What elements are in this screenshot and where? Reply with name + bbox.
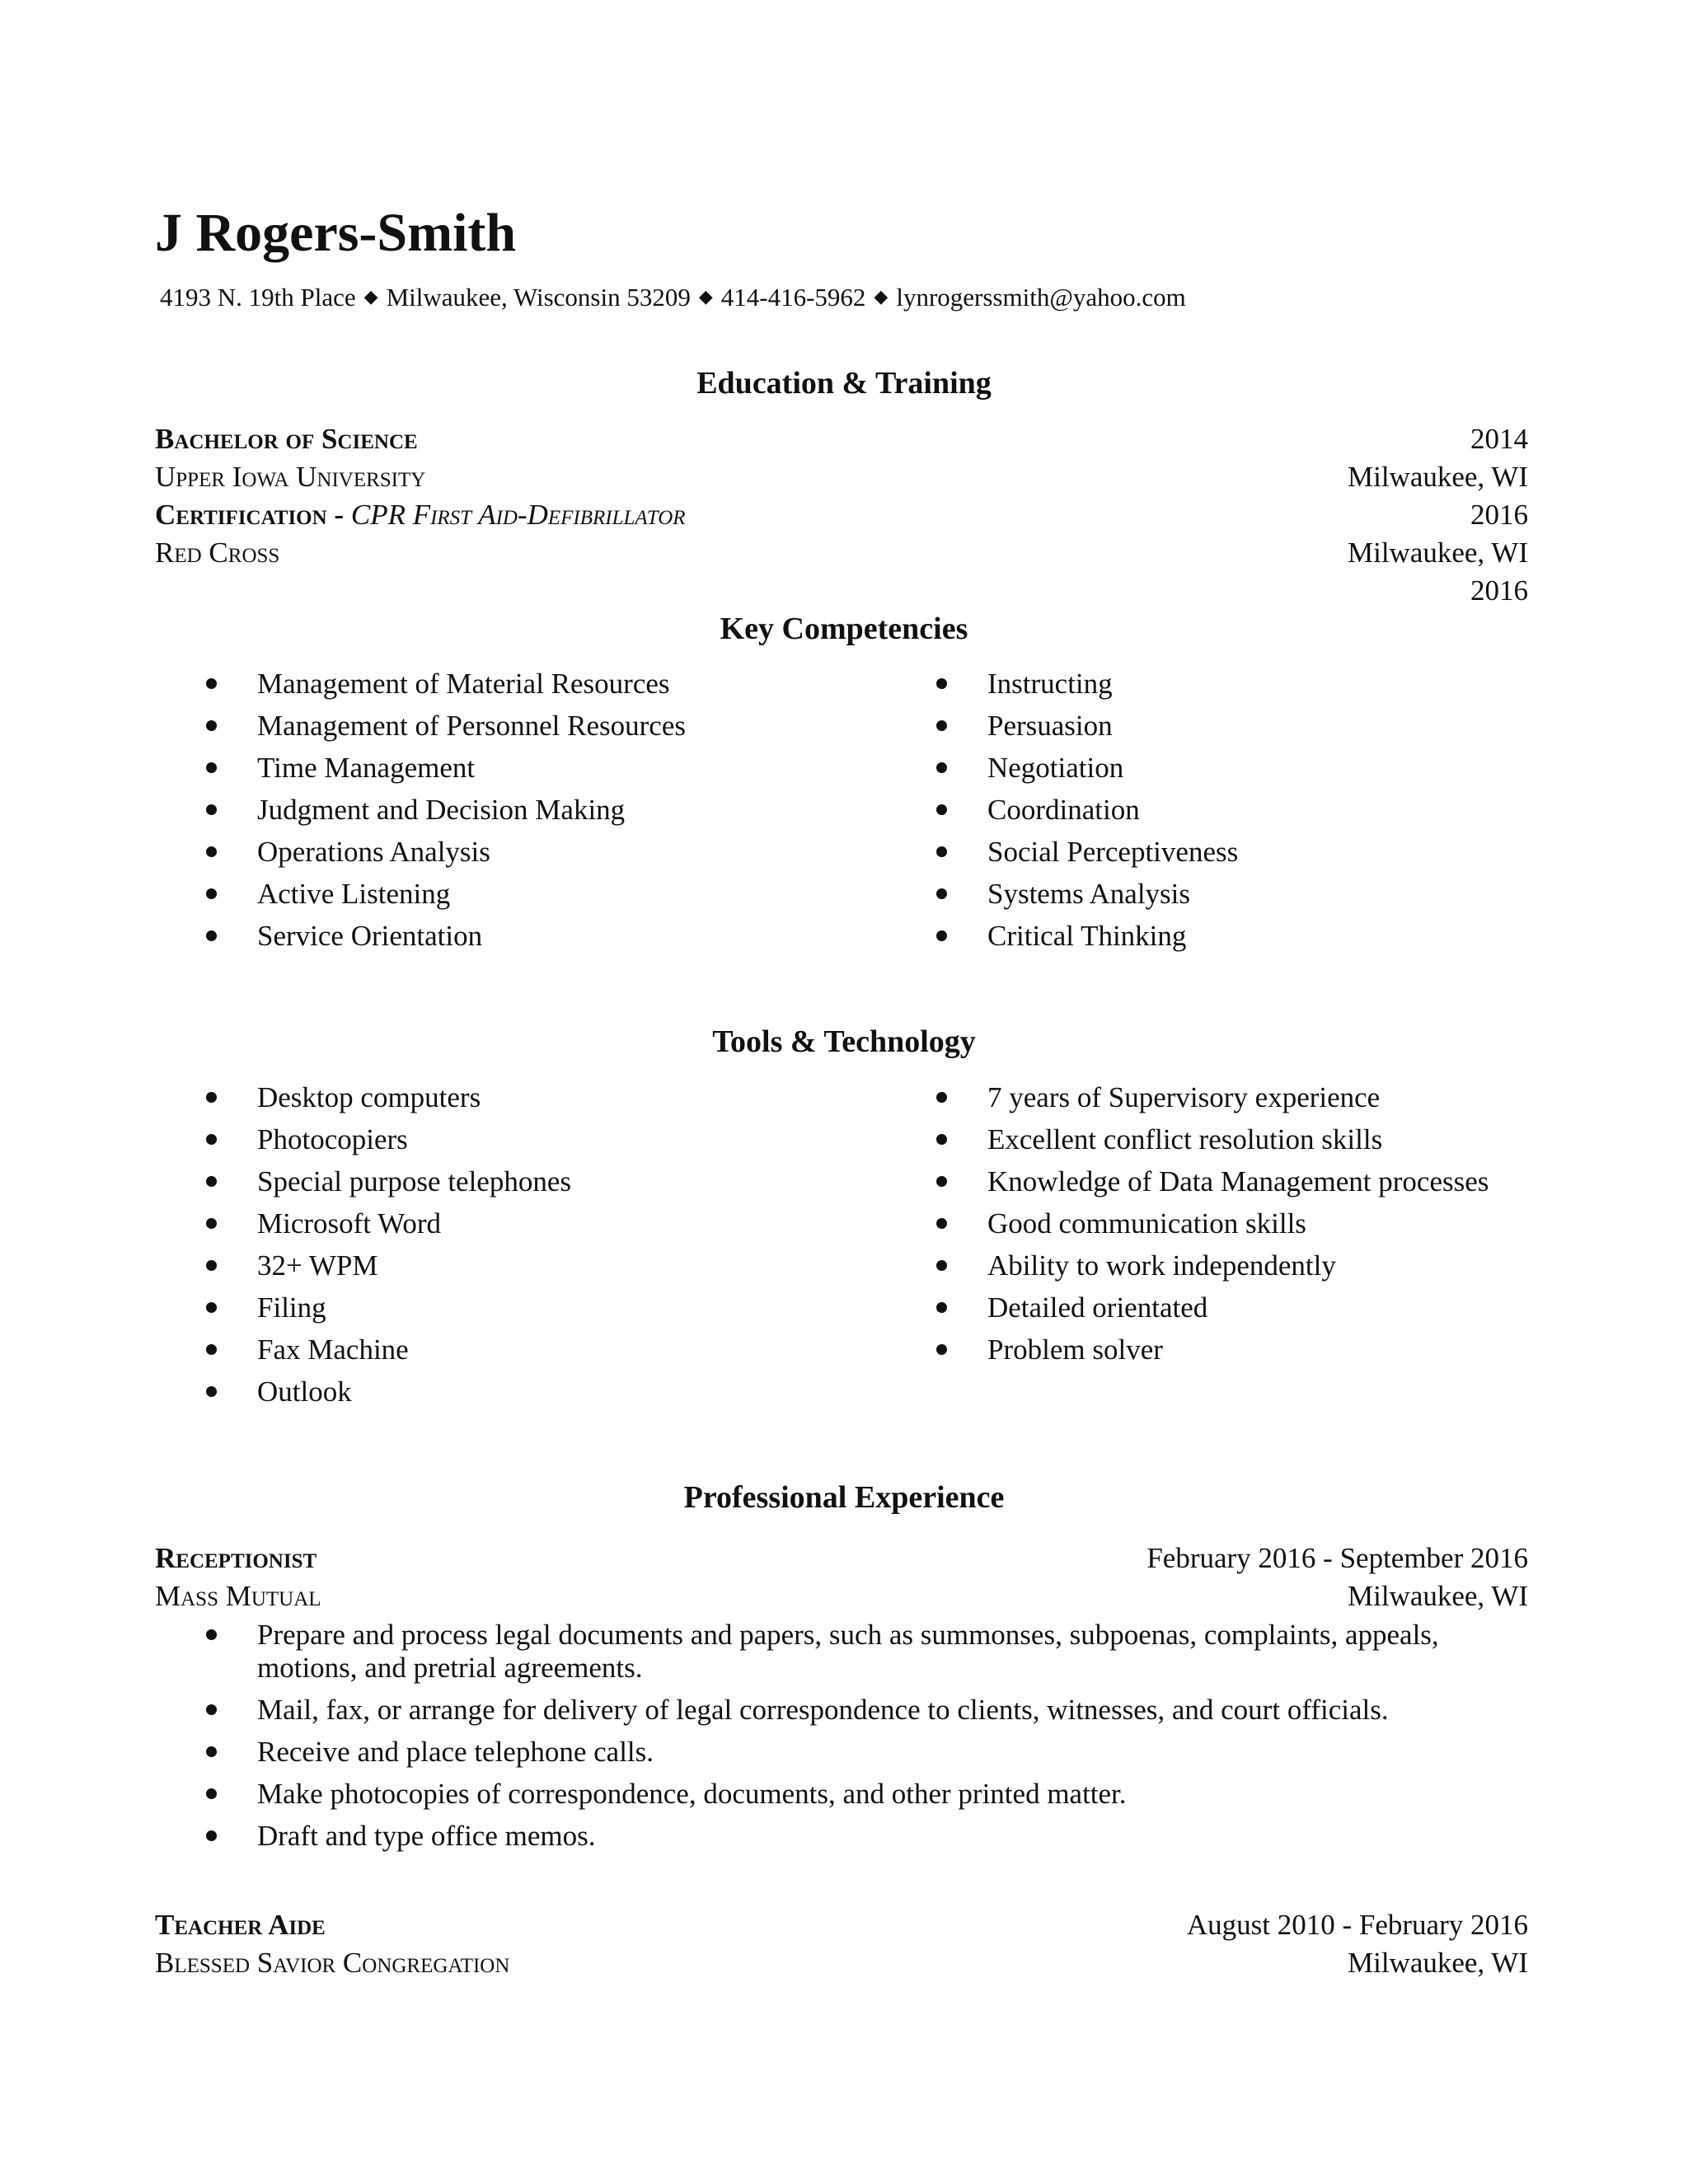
bullet-icon <box>206 1386 217 1397</box>
list-item: Coordination <box>885 794 1528 836</box>
bullet-icon <box>206 888 217 899</box>
extra-year: 2016 <box>1470 574 1528 607</box>
job-dates: February 2016 - September 2016 <box>1146 1542 1528 1574</box>
certification-year: 2016 <box>1470 499 1528 531</box>
list-item: Make photocopies of correspondence, documents, and other printed matter. <box>155 1778 1528 1811</box>
list-item: Photocopiers <box>155 1123 814 1165</box>
list-item: 7 years of Supervisory experience <box>885 1081 1528 1123</box>
list-item: Operations Analysis <box>155 836 814 878</box>
competencies-title: Key Competencies <box>720 612 968 646</box>
bullet-icon <box>206 1302 217 1313</box>
list-item: Fax Machine <box>155 1333 814 1376</box>
separator-diamond-icon: ◆ <box>698 286 713 307</box>
job-employer-row <box>155 1582 1528 1610</box>
bullet-icon <box>206 1830 217 1841</box>
bullet-icon <box>206 1176 217 1187</box>
education-title: Education & Training <box>696 366 992 401</box>
list-item: Service Orientation <box>155 920 814 962</box>
bullet-icon <box>206 846 217 857</box>
list-item: Negotiation <box>885 752 1528 794</box>
bullet-icon <box>936 1134 947 1145</box>
job-employer: Mass Mutual <box>155 1580 321 1612</box>
bullet-icon <box>936 930 947 941</box>
list-item: Prepare and process legal documents and papers, such as summonses, subpoenas, complaints, appeals, motions, and pretrial agreements. <box>155 1619 1528 1685</box>
list-item: Draft and type office memos. <box>155 1820 1528 1853</box>
competencies-left-list <box>155 668 814 962</box>
bullet-icon <box>206 1134 217 1145</box>
city: Milwaukee, Wisconsin 53209 <box>386 283 691 312</box>
bullet-icon <box>206 762 217 773</box>
school-row <box>155 462 1528 491</box>
certification-location: Milwaukee, WI <box>1347 537 1528 569</box>
school-location: Milwaukee, WI <box>1347 461 1528 493</box>
job-duties-list <box>155 1619 1528 1862</box>
list-item: Time Management <box>155 752 814 794</box>
list-item: Critical Thinking <box>885 920 1528 962</box>
job-employer: Blessed Savior Congregation <box>155 1947 510 1979</box>
degree: Bachelor of Science <box>155 423 418 455</box>
degree-year: 2014 <box>1470 423 1528 455</box>
list-item: Good communication skills <box>885 1207 1528 1249</box>
bullet-icon <box>936 1344 947 1355</box>
bullet-icon <box>936 1218 947 1229</box>
job-location: Milwaukee, WI <box>1347 1947 1528 1979</box>
bullet-icon <box>206 1704 217 1715</box>
bullet-icon <box>206 1218 217 1229</box>
list-item: Active Listening <box>155 878 814 920</box>
list-item: Mail, fax, or arrange for delivery of legal correspondence to clients, witnesses, and court officials. <box>155 1694 1528 1727</box>
bullet-icon <box>206 720 217 731</box>
list-item: 32+ WPM <box>155 1249 814 1291</box>
list-item: Special purpose telephones <box>155 1165 814 1207</box>
job-role: Receptionist <box>155 1542 317 1574</box>
phone: 414-416-5962 <box>720 283 866 312</box>
list-item: Outlook <box>155 1376 814 1418</box>
email: lynrogerssmith@yahoo.com <box>896 283 1186 312</box>
bullet-icon <box>936 804 947 815</box>
tools-left-list <box>155 1081 814 1418</box>
job-employer-row <box>155 1948 1528 1977</box>
bullet-icon <box>936 1176 947 1187</box>
list-item: Problem solver <box>885 1333 1528 1376</box>
candidate-name: J Rogers-Smith <box>155 203 517 263</box>
address: 4193 N. 19th Place <box>160 283 356 312</box>
certification-label: Certification - <box>155 499 345 531</box>
bullet-icon <box>206 1788 217 1799</box>
list-item: Instructing <box>885 668 1528 710</box>
bullet-icon <box>936 888 947 899</box>
list-item: Systems Analysis <box>885 878 1528 920</box>
bullet-icon <box>936 1092 947 1103</box>
list-item: Knowledge of Data Management processes <box>885 1165 1528 1207</box>
degree-row <box>155 424 1528 453</box>
job-title-row <box>155 1910 1528 1939</box>
bullet-icon <box>206 804 217 815</box>
bullet-icon <box>206 1629 217 1640</box>
bullet-icon <box>936 678 947 689</box>
list-item: Desktop computers <box>155 1081 814 1123</box>
list-item: Management of Personnel Resources <box>155 710 814 752</box>
bullet-icon <box>936 720 947 731</box>
list-item: Filing <box>155 1291 814 1333</box>
list-item: Ability to work independently <box>885 1249 1528 1291</box>
job-title-row <box>155 1544 1528 1572</box>
bullet-icon <box>206 678 217 689</box>
contact-line <box>160 284 1186 310</box>
tools-right-list <box>885 1081 1528 1376</box>
job-dates: August 2010 - February 2016 <box>1186 1909 1528 1941</box>
bullet-icon <box>206 1260 217 1271</box>
competencies-right-list <box>885 668 1528 962</box>
bullet-icon <box>936 846 947 857</box>
certification-row <box>155 500 1528 529</box>
certification-org: Red Cross <box>155 537 280 569</box>
bullet-icon <box>206 1746 217 1757</box>
job-role: Teacher Aide <box>155 1909 326 1941</box>
list-item: Detailed orientated <box>885 1291 1528 1333</box>
list-item: Judgment and Decision Making <box>155 794 814 836</box>
separator-diamond-icon: ◆ <box>874 286 889 307</box>
separator-diamond-icon: ◆ <box>363 286 378 307</box>
list-item: Persuasion <box>885 710 1528 752</box>
list-item: Excellent conflict resolution skills <box>885 1123 1528 1165</box>
job-location: Milwaukee, WI <box>1347 1580 1528 1612</box>
certification-name: CPR First Aid-Defibrillator <box>350 499 686 531</box>
school: Upper Iowa University <box>155 461 426 493</box>
bullet-icon <box>206 1344 217 1355</box>
cert-org-row <box>155 538 1528 567</box>
tools-title: Tools & Technology <box>712 1024 976 1059</box>
list-item: Social Perceptiveness <box>885 836 1528 878</box>
bullet-icon <box>206 1092 217 1103</box>
bullet-icon <box>936 1260 947 1271</box>
experience-title: Professional Experience <box>683 1480 1005 1515</box>
bullet-icon <box>936 1302 947 1313</box>
list-item: Microsoft Word <box>155 1207 814 1249</box>
extra-year-row <box>155 576 1528 605</box>
list-item: Management of Material Resources <box>155 668 814 710</box>
list-item: Receive and place telephone calls. <box>155 1736 1528 1769</box>
bullet-icon <box>936 762 947 773</box>
bullet-icon <box>206 930 217 941</box>
